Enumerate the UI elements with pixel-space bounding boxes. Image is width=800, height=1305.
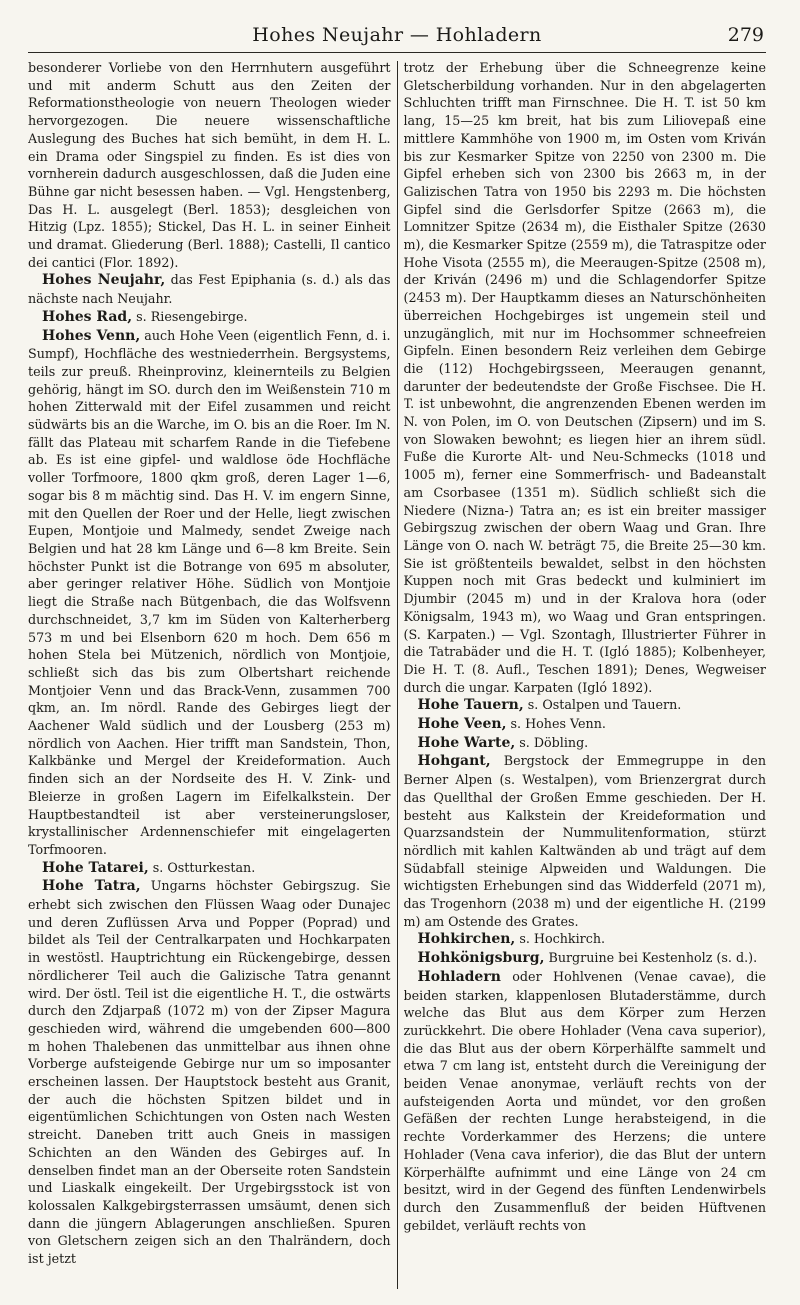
entry-paragraph	[28, 327, 391, 859]
entry-headword: Hohe Tatra,	[42, 878, 141, 895]
entry-text: s. Hohes Venn.	[506, 716, 606, 732]
column-rule	[397, 61, 398, 1289]
entry-headword: Hohgant,	[417, 753, 491, 770]
entry-paragraph	[404, 968, 767, 1235]
entry-headword: Hohkirchen,	[417, 931, 516, 948]
entry-text: s. Döbling.	[515, 734, 589, 750]
page-header	[28, 22, 766, 53]
entry-paragraph	[404, 715, 767, 734]
entry-headword: Hohkönigsburg,	[417, 950, 545, 967]
entry-headword: Hohes Neujahr,	[42, 272, 166, 289]
entry-text: s. Riesengebirge.	[132, 308, 248, 324]
entry-headword: Hohes Venn,	[42, 327, 141, 344]
entry-paragraph	[28, 271, 391, 307]
page-number: 279	[727, 24, 764, 46]
entry-paragraph	[404, 752, 767, 930]
entry-paragraph	[404, 930, 767, 949]
entry-headword: Hohladern	[417, 968, 501, 985]
text-columns	[28, 59, 766, 1289]
entry-headword: Hohe Tauern,	[417, 697, 524, 714]
entry-paragraph	[28, 59, 391, 271]
entry-text: s. Ostturkestan.	[148, 859, 256, 875]
entry-paragraph	[28, 877, 391, 1267]
left-column	[28, 59, 391, 1289]
entry-text: Ungarns höchster Gebirgszug. Sie erhebt sich zwischen den Flüssen Waag oder Dunajec und deren Zuflüssen Arva und Popper (Poprad) und bildet als Teil der Centralkarpaten und Hochkarpaten in westöstl. Hauptrichtung ein Rückengebirge, dessen nördlicherer Teil auch die Galizische Tatra genannt wird. Der östl. Teil ist die eigentliche H. T., die ostwärts durch den Zdjarpaß (1072 m) von der Zipser Magura geschieden wird, während die umgebenden 600—800 m hohen Thalebenen das unmittelbar aus ihnen ohne Vorberge aufsteigende Gebirge nur um so imposanter erscheinen lassen. Der Hauptstock besteht aus Granit, der auch die höchsten Spitzen bildet und in eigentümlichen Schichtungen von Osten nach Westen streicht. Daneben tritt auch Gneis in massigen Schichten an den Wänden des Gebirges auf. In denselben findet man an der Oberseite roten Sandstein und Liaskalk eingekeilt. Der Urgebirgsstock ist von kolossalen Kalkgebirgsterrassen umsäumt, denen sich dann die jüngern Ablagerungen anschließen. Spuren von Gletschern zeigen sich an den Thalrändern, doch ist jetzt	[28, 878, 391, 1267]
entry-headword: Hohe Warte,	[417, 734, 516, 751]
entry-text: Burgruine bei Kestenholz (s. d.).	[544, 950, 758, 966]
entry-text: das Fest Epiphania (s. d.) als das nächste nach Neujahr.	[28, 272, 391, 307]
entry-text: s. Ostalpen und Tauern.	[523, 697, 682, 713]
entry-text: trotz der Erhebung über die Schneegrenze keine Gletscherbildung vorhanden. Nur in den abgelagerten Schluchten trifft man Firnschnee. Die H. T. ist 50 km lang, 15—25 km breit, hat bis zum Liliovepaß eine mittlere Kammhöhe von 1900 m, im Osten vom Kriván bis zur Kesmarker Spitze von 2250 von 2300 m. Die Gipfel erheben sich von 2300 bis 2663 m, in der Galizischen Tatra von 1950 bis 2293 m. Die höchsten Gipfel sind die Gerlsdorfer Spitze (2663 m), die Lomnitzer Spitze (2634 m), die Eisthaler Spitze (2630 m), die Kesmarker Spitze (2559 m), die Tatraspitze oder Hohe Visota (2555 m), die Meeraugen-Spitze (2508 m), der Kriván (2496 m) und die Schlagendorfer Spitze (2453 m). Der Hauptkamm dieses an Naturschönheiten überreichen Hochgebirges ist ungemein steil und unzugänglich, mit nur im Hochsommer schneefreien Gipfeln. Einen besondern Reiz verleihen dem Gebirge die (112) Hochgebirgsseen, Meeraugen genannt, darunter der bedeutendste der Große Fischsee. Die H. T. ist unbewohnt, die angrenzenden Ebenen werden im N. von Polen, im O. von Deutschen (Zipsern) und im S. von Slowaken bewohnt; es liegen hier an ihrem südl. Fuße die Kurorte Alt- und Neu-Schmecks (1018 und 1005 m), ferner eine Sommerfrisch- und Badeanstalt am Csorbasee (1351 m). Südlich schließt sich die Niedere (Nizna-) Tatra an; es ist ein breiter massiger Gebirgszug zwischen der obern Waag und Gran. Ihre Länge von O. nach W. beträgt 75, die Breite 25—30 km. Sie ist größtenteils bewaldet, selbst in den höchsten Kuppen noch mit Gras bedeckt und kulminiert im Djumbir (2045 m) und in der Kralova hora (oder Königsalm, 1943 m), wo Waag und Gran entspringen. (S. Karpaten.) — Vgl. Szontagh, Illustrierter Führer in die Tatrabäder und die H. T. (Igló 1885); Kolbenheyer, Die H. T. (8. Aufl., Teschen 1891); Denes, Wegweiser durch die ungar. Karpaten (Igló 1892).	[403, 60, 766, 695]
entry-paragraph	[404, 696, 767, 715]
right-column	[404, 59, 767, 1289]
entry-text: besonderer Vorliebe von den Herrnhutern ausgeführt und mit anderm Schutt aus den Zeiten der Reformationstheologie von neuern Theologen wieder hervorgezogen. Die neuere wissenschaftliche Auslegung des Buches hat sich bemüht, in dem H. L. ein Drama oder Singspiel zu finden. Es ist dies von vornherein dadurch ausgeschlossen, daß die Juden eine Bühne gar nicht besessen haben. — Vgl. Hengstenberg, Das H. L. ausgelegt (Berl. 1853); desgleichen von Hitzig (Lpz. 1855); Stickel, Das H. L. in seiner Einheit und dramat. Gliederung (Berl. 1888); Castelli, Il cantico dei cantici (Flor. 1892).	[28, 60, 391, 270]
entry-paragraph	[404, 59, 767, 696]
entry-paragraph	[28, 308, 391, 327]
entry-text: s. Hochkirch.	[515, 931, 606, 947]
entry-text: auch Hohe Veen (eigentlich Fenn, d. i. Sumpf), Hochfläche des westniederrhein. Bergsystems, teils zur preuß. Rheinprovinz, kleinernteils zu Belgien gehörig, hängt im SO. durch den im Weißenstein 710 m hohen Zitterwald mit der Eifel zusammen und reicht südwärts bis an die Warche, im O. bis an die Roer. Im N. fällt das Plateau mit scharfem Rande in die Tiefebene ab. Es ist eine gipfel- und waldlose öde Hochfläche voller Torfmoore, 1800 qkm groß, deren Lager 1—6, sogar bis 8 m mächtig sind. Das H. V. im engern Sinne, mit den Quellen der Roer und der Helle, liegt zwischen Eupen, Montjoie und Malmedy, sendet Zweige nach Belgien und hat 28 km Länge und 6—8 km Breite. Sein höchster Punkt ist die Botrange von 695 m absoluter, aber geringer relativer Höhe. Südlich von Montjoie liegt die Straße nach Bütgenbach, die das Wolfsvenn durchschneidet, 3,7 km im Süden von Kalterherberg 573 m und bei Elsenborn 620 m hoch. Dem 656 m hohen Stela bei Mützenich, nördlich von Montjoie, schließt sich das bis zum Olbertshart reichende Montjoier Venn und das Brack-Venn, zusammen 700 qkm, an. Im nördl. Rande des Gebirges liegt der Aachener Wald südlich und der Lousberg (253 m) nördlich von Aachen. Hier trifft man Sandstein, Thon, Kalkbänke und Mergel der Kreideformation. Auch finden sich an der Nordseite des H. V. Zink- und Bleierze in großen Lagern im Eifelkalkstein. Der Hauptbestandteil ist aber versteinerungsloser, krystallinischer Ardennenschiefer mit eingelagerten Torfmooren.	[28, 327, 391, 857]
entry-headword: Hohes Rad,	[42, 308, 133, 325]
entry-headword: Hohe Veen,	[417, 716, 507, 733]
entry-text: oder Hohlvenen (Venae cavae), die beiden starken, klappenlosen Blutaderstämme, durch welche das Blut aus dem Körper zum Herzen zurückkehrt. Die obere Hohlader (Vena cava superior), die das Blut aus der obern Körperhälfte sammelt und etwa 7 cm lang ist, entsteht durch die Vereinigung der beiden Venae anonymae, verläuft rechts von der aufsteigenden Aorta und mündet, vor den großen Gefäßen der rechten Lunge herabsteigend, in die rechte Vorderkammer des Herzens; die untere Hohlader (Vena cava inferior), die das Blut der untern Körperhälfte aufnimmt und eine Länge von 24 cm besitzt, wird in der Gegend des fünften Lendenwirbels durch den Zusammenfluß der beiden Hüftvenen gebildet, verläuft rechts von	[403, 968, 766, 1233]
running-head: Hohes Neujahr — Hohladern	[252, 24, 542, 46]
entry-paragraph	[404, 734, 767, 753]
entry-paragraph	[28, 859, 391, 878]
entry-headword: Hohe Tatarei,	[42, 859, 149, 876]
entry-text: Bergstock der Emmegruppe in den Berner Alpen (s. Westalpen), vom Brienzergrat durch das Quellthal der Großen Emme geschieden. Der H. besteht aus Kalkstein der Kreideformation und Quarzsandstein der Nummulitenformation, stürzt nördlich mit kahlen Kaltwänden ab und trägt auf dem Südabfall steinige Alpweiden und Waldungen. Die wichtigsten Erhebungen sind das Widderfeld (2071 m), das Trogenhorn (2038 m) und der eigentliche H. (2199 m) am Ostende des Grates.	[403, 753, 766, 929]
entry-paragraph	[404, 949, 767, 968]
